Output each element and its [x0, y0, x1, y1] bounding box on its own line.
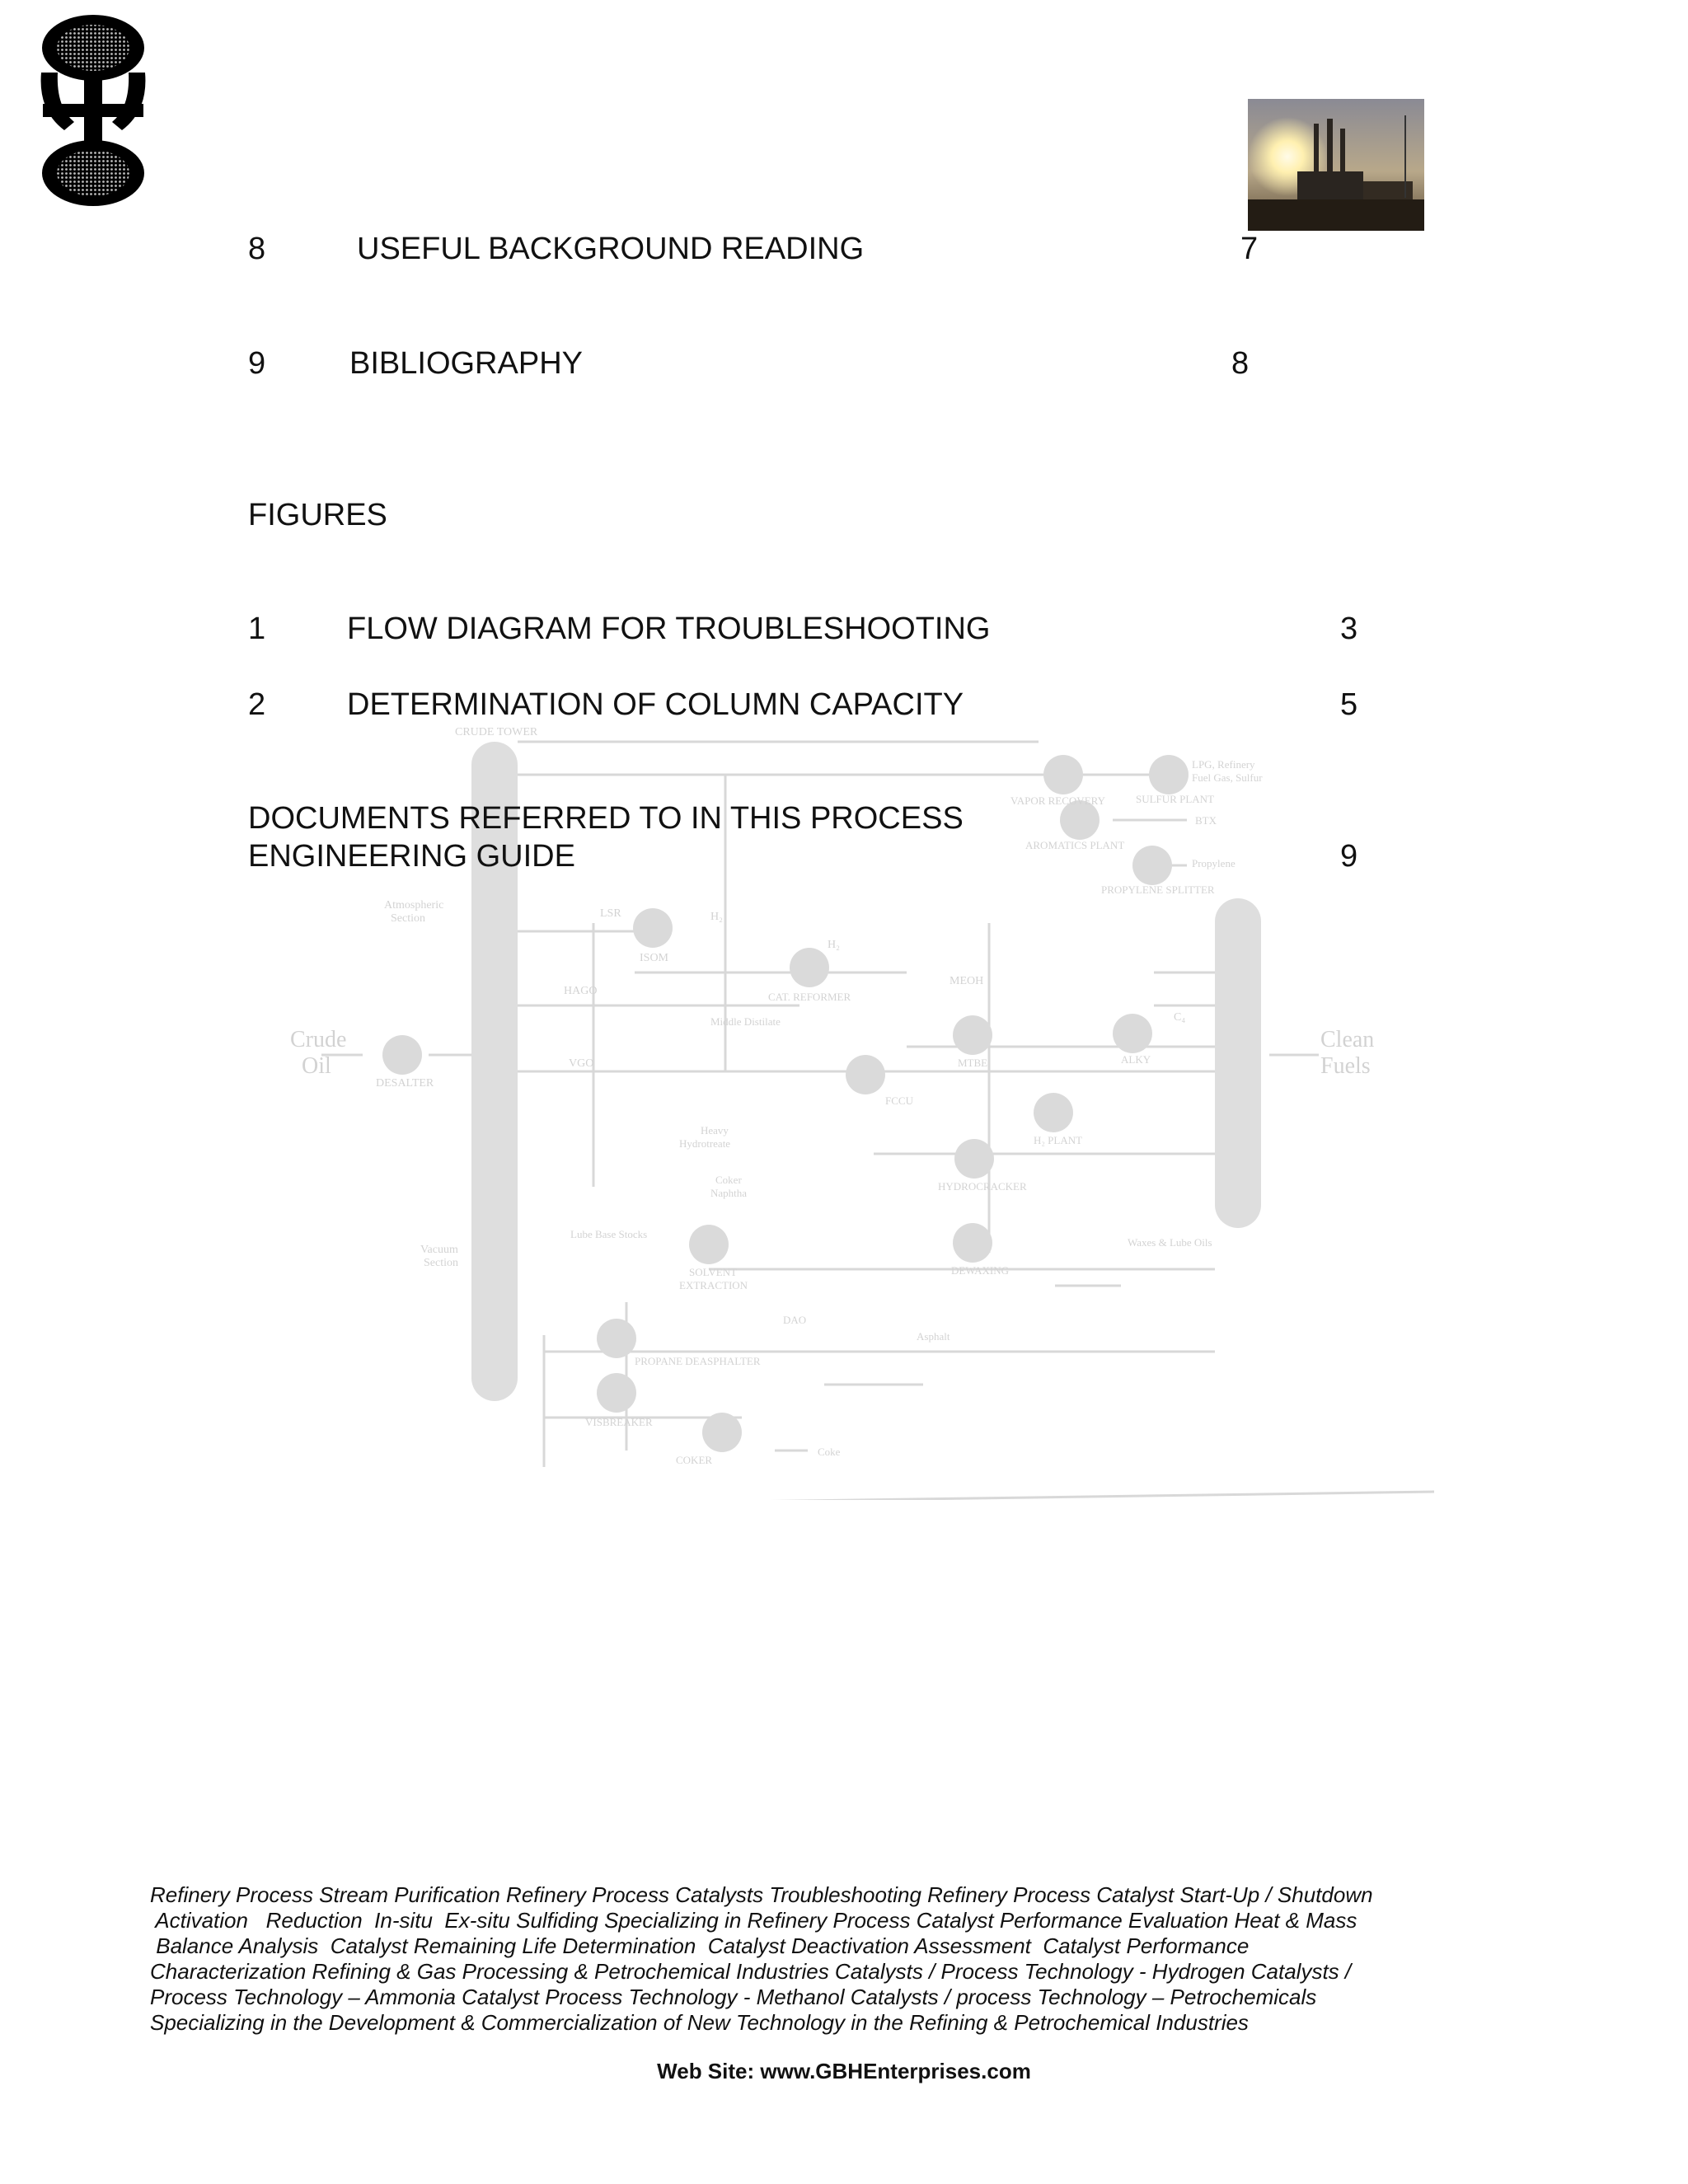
figure-2-title: DETERMINATION OF COLUMN CAPACITY — [347, 687, 964, 722]
documents-referred-line-2: ENGINEERING GUIDE — [248, 839, 575, 874]
label-middle-distillate: Middle Distilate — [710, 1015, 781, 1028]
clean-fuels-column — [1215, 898, 1261, 1228]
h2-plant-vessel — [1034, 1093, 1073, 1132]
figure-1-number: 1 — [248, 612, 266, 646]
label-fccu: FCCU — [885, 1094, 913, 1107]
label-hydrocracker: HYDROCRACKER — [938, 1180, 1027, 1193]
footer-line-5: Process Technology – Ammonia Catalyst Process Technology - Methanol Catalysts / process Technology – Petrochemicals — [150, 1985, 1317, 2009]
footer-services — [150, 1882, 1551, 2036]
label-cat-reformer: CAT. REFORMER — [768, 991, 851, 1003]
label-sulfur-plant: SULFUR PLANT — [1136, 793, 1214, 805]
toc-section-9-number: 9 — [248, 346, 266, 381]
footer-line-1: Refinery Process Stream Purification Refinery Process Catalysts Troubleshooting Refinery Process Catalyst Start-Up / Shutdown — [150, 1882, 1373, 1907]
coker-vessel — [702, 1413, 742, 1452]
label-dewaxing: DEWAXING — [951, 1264, 1010, 1277]
label-meoh: MEOH — [950, 975, 984, 987]
footer-line-6: Specializing in the Development & Commercialization of New Technology in the Refining & Petrochemical Industries — [150, 2010, 1249, 2035]
label-crude-tower: CRUDE TOWER — [455, 726, 538, 738]
label-coker: COKER — [676, 1454, 713, 1466]
figure-1-title: FLOW DIAGRAM FOR TROUBLESHOOTING — [347, 612, 991, 646]
label-oil: Oil — [302, 1053, 331, 1079]
label-propylene-splitter: PROPYLENE SPLITTER — [1101, 883, 1215, 896]
label-extraction: EXTRACTION — [679, 1279, 748, 1291]
label-vacuum: Vacuum — [420, 1244, 458, 1256]
label-hago: HAGO — [564, 985, 598, 997]
label-hydrotreate: Hydrotreate — [679, 1137, 731, 1150]
label-vacuum-section: Section — [424, 1257, 458, 1269]
label-propylene: Propylene — [1192, 857, 1236, 869]
label-alky: ALKY — [1121, 1053, 1151, 1066]
visbreaker-vessel — [597, 1373, 636, 1413]
isom-vessel — [633, 908, 673, 948]
label-aromatics-plant: AROMATICS PLANT — [1025, 839, 1125, 851]
label-vgo: VGO — [569, 1057, 594, 1070]
label-solvent: SOLVENT — [689, 1266, 738, 1278]
propylene-splitter-vessel — [1132, 846, 1172, 885]
label-btx: BTX — [1195, 814, 1217, 827]
figure-2-page: 5 — [1340, 687, 1358, 722]
cat-reformer-vessel — [790, 948, 829, 987]
label-clean: Clean — [1320, 1027, 1375, 1052]
label-coker-naphtha-1: Coker — [715, 1174, 742, 1186]
label-coker-naphtha-2: Naphtha — [710, 1187, 748, 1199]
footer-line-3: Balance Analysis Catalyst Remaining Life Determination Catalyst Deactivation Assessment Catalyst Performance — [150, 1933, 1250, 1958]
label-mtbe: MTBE — [958, 1057, 988, 1069]
label-atmospheric-section: Section — [391, 912, 425, 925]
label-heavy: Heavy — [701, 1124, 729, 1137]
label-visbreaker: VISBREAKER — [585, 1416, 653, 1428]
label-desalter: DESALTER — [376, 1077, 434, 1090]
website-link[interactable]: Web Site: www.GBHEnterprises.com — [657, 2059, 1031, 2083]
label-vapor-recovery: VAPOR RECOVERY — [1010, 794, 1105, 807]
footer-line-4: Characterization Refining & Gas Processing & Petrochemical Industries Catalysts / Process Technology - Hydrogen Catalysts / — [150, 1959, 1352, 1984]
label-dao: DAO — [783, 1314, 807, 1326]
label-asphalt: Asphalt — [917, 1330, 950, 1343]
label-coke: Coke — [818, 1446, 841, 1458]
label-lube-base-stocks: Lube Base Stocks — [570, 1228, 648, 1240]
alky-vessel — [1113, 1014, 1152, 1053]
footer-line-2: Activation Reduction In-situ Ex-situ Sulfiding Specializing in Refinery Process Catalyst Performance Evaluation Heat & Mass — [150, 1908, 1357, 1933]
figures-heading: FIGURES — [248, 498, 387, 532]
label-lpg-2: Fuel Gas, Sulfur — [1192, 771, 1263, 784]
toc-section-8-number: 8 — [248, 232, 266, 266]
refinery-photo — [1248, 99, 1424, 231]
hydrocracker-vessel — [954, 1139, 994, 1179]
vapor-recovery-vessel — [1043, 755, 1083, 794]
desalter-vessel — [382, 1035, 422, 1075]
figure-2-number: 2 — [248, 687, 266, 722]
label-fuels: Fuels — [1320, 1053, 1371, 1079]
sulfur-plant-vessel — [1149, 755, 1189, 794]
label-waxes-lube: Waxes & Lube Oils — [1128, 1236, 1212, 1249]
toc-section-8-page: 7 — [1240, 232, 1259, 266]
label-lpg-1: LPG, Refinery — [1192, 758, 1255, 771]
dewaxing-vessel — [953, 1223, 992, 1263]
toc-section-9-title: BIBLIOGRAPHY — [349, 346, 583, 381]
label-c4: C₄ — [1174, 1011, 1186, 1024]
toc-section-9-page: 8 — [1231, 346, 1250, 381]
figure-1-page: 3 — [1340, 612, 1358, 646]
label-h2-reformer: H₂ — [828, 939, 840, 951]
company-logo — [31, 15, 155, 206]
label-propane-deasphalter: PROPANE DEASPHALTER — [635, 1355, 761, 1367]
toc-section-8-title: USEFUL BACKGROUND READING — [357, 232, 865, 266]
refinery-flow-diagram — [247, 676, 1434, 1500]
label-h2-plant: H₂ PLANT — [1034, 1134, 1083, 1146]
solvent-extraction-vessel — [689, 1225, 729, 1264]
label-crude: Crude — [290, 1027, 347, 1052]
propane-deasphalter-vessel — [597, 1319, 636, 1358]
label-atmospheric: Atmospheric — [384, 899, 444, 912]
mtbe-vessel — [953, 1015, 992, 1055]
documents-referred-line-1: DOCUMENTS REFERRED TO IN THIS PROCESS — [248, 801, 964, 836]
documents-referred-page: 9 — [1340, 839, 1358, 874]
fccu-vessel — [846, 1055, 885, 1094]
label-isom: ISOM — [640, 952, 669, 964]
label-h2-isom: H₂ — [710, 911, 723, 923]
label-lsr: LSR — [600, 907, 621, 920]
